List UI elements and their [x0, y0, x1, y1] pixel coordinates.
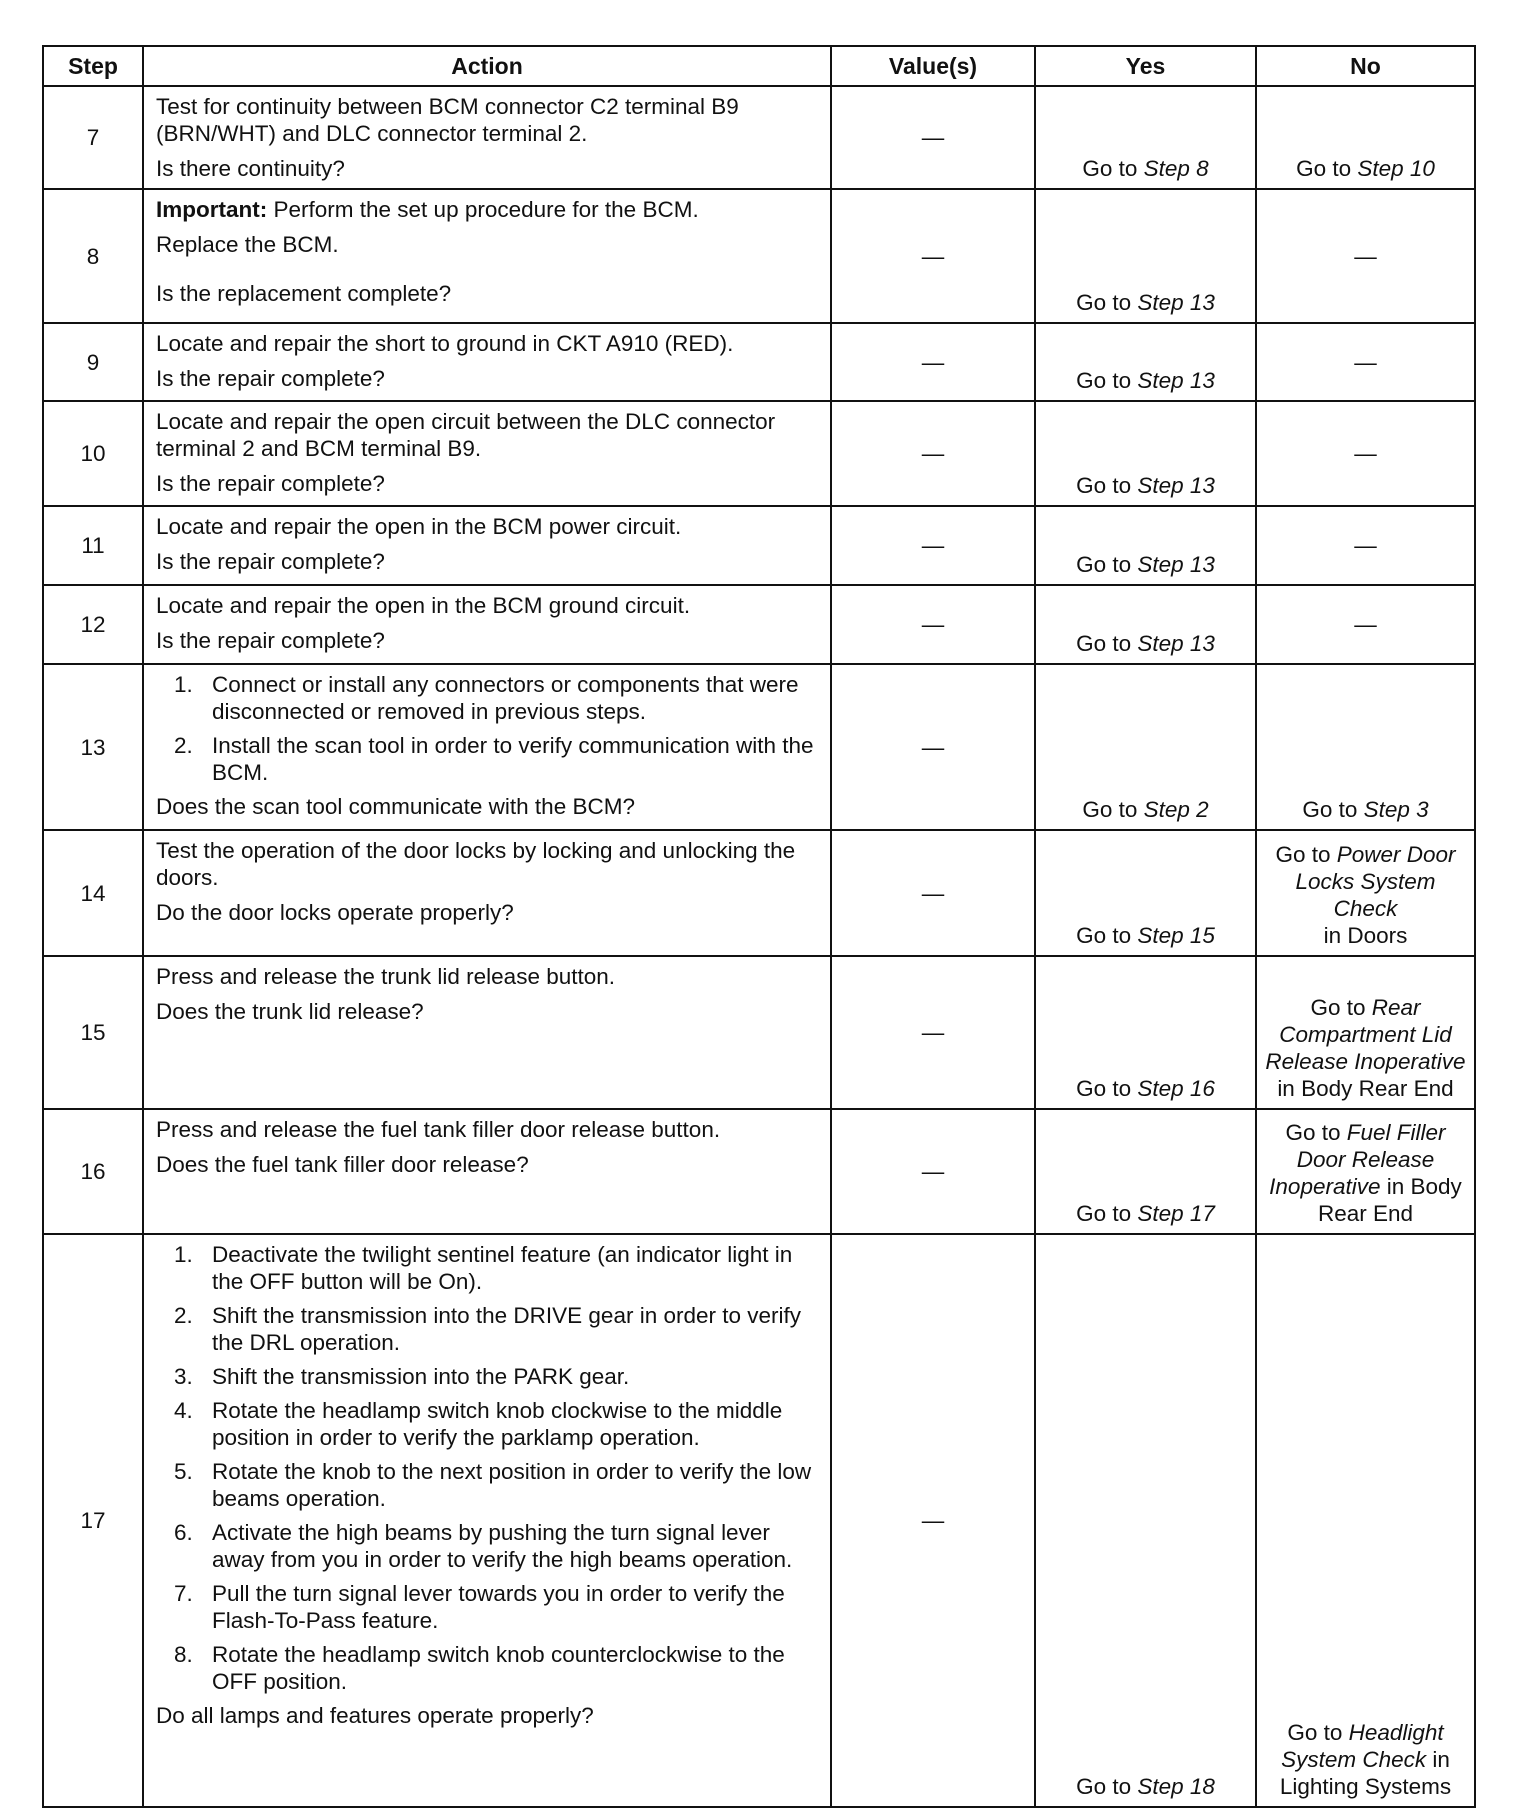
question-text: Is the replacement complete? — [156, 281, 452, 306]
step-number: 13 — [43, 664, 143, 830]
action-cell — [143, 1234, 831, 1807]
table-row — [43, 323, 1475, 401]
step-number: 7 — [43, 86, 143, 189]
yes-cell — [1035, 323, 1256, 401]
important-label: Important: — [156, 197, 268, 222]
go-to-label: Go to — [1076, 552, 1132, 577]
no-dash: — — [1256, 506, 1475, 585]
step-number: 10 — [43, 401, 143, 506]
go-to-label: Go to — [1076, 368, 1132, 393]
go-to-label: Go to — [1310, 995, 1366, 1020]
no-cell — [1256, 1109, 1475, 1234]
no-cell — [1256, 664, 1475, 830]
go-to-label: Go to — [1082, 156, 1138, 181]
header-values: Value(s) — [831, 46, 1035, 86]
action-cell — [143, 956, 831, 1109]
list-text: Connect or install any connectors or components that were disconnected or removed in previous steps. — [212, 672, 799, 724]
yes-step-link: Step 13 — [1137, 290, 1215, 315]
yes-step-link: Step 13 — [1137, 368, 1215, 393]
table-row — [43, 585, 1475, 664]
no-dash: — — [1256, 323, 1475, 401]
value-dash: — — [831, 1234, 1035, 1807]
go-to-label: Go to — [1076, 1774, 1132, 1799]
table-row — [43, 189, 1475, 323]
list-item — [156, 1641, 820, 1695]
table-row — [43, 86, 1475, 189]
no-reference-link: Power Door Locks System Check — [1295, 842, 1456, 921]
value-dash: — — [831, 585, 1035, 664]
numbered-list — [156, 671, 820, 786]
list-item — [156, 1397, 820, 1451]
list-item — [156, 1241, 820, 1295]
yes-step-link: Step 15 — [1137, 923, 1215, 948]
list-number: 3. — [174, 1364, 193, 1389]
yes-step-link: Step 13 — [1137, 552, 1215, 577]
no-reference-suffix: in Body Rear End — [1317, 1174, 1462, 1226]
question-text: Is the repair complete? — [156, 471, 385, 496]
list-number: 2. — [174, 733, 193, 758]
table-row — [43, 830, 1475, 956]
question-text: Do all lamps and features operate properly? — [156, 1703, 594, 1728]
question-text: Is the repair complete? — [156, 549, 385, 574]
numbered-list — [156, 1241, 820, 1695]
list-number: 8. — [174, 1642, 193, 1667]
action-text: Test for continuity between BCM connector C2 terminal B9 (BRN/WHT) and DLC connector terminal 2. — [156, 94, 739, 146]
list-text: Shift the transmission into the DRIVE gear in order to verify the DRL operation. — [212, 1303, 802, 1355]
value-dash: — — [831, 956, 1035, 1109]
header-no: No — [1256, 46, 1475, 86]
action-cell — [143, 86, 831, 189]
action-text: Locate and repair the open in the BCM power circuit. — [156, 514, 682, 539]
action-text: Locate and repair the open circuit between the DLC connector terminal 2 and BCM terminal B9. — [156, 409, 776, 461]
table-row — [43, 1234, 1475, 1807]
list-number: 5. — [174, 1459, 193, 1484]
list-item — [156, 1363, 820, 1390]
action-text: Replace the BCM. — [156, 232, 339, 257]
list-text: Rotate the knob to the next position in order to verify the low beams operation. — [212, 1459, 812, 1511]
table-row — [43, 956, 1475, 1109]
yes-step-link: Step 13 — [1137, 473, 1215, 498]
no-step-link: Step 10 — [1357, 156, 1435, 181]
yes-cell — [1035, 401, 1256, 506]
yes-step-link: Step 17 — [1137, 1201, 1215, 1226]
list-text: Pull the turn signal lever towards you in order to verify the Flash-To-Pass feature. — [212, 1581, 785, 1633]
action-cell — [143, 323, 831, 401]
list-item — [156, 1580, 820, 1634]
no-reference-link: Headlight System Check — [1281, 1720, 1444, 1772]
no-cell — [1256, 956, 1475, 1109]
yes-step-link: Step 8 — [1143, 156, 1209, 181]
no-reference-link: Rear Compartment Lid Release Inoperative — [1265, 995, 1466, 1074]
action-cell — [143, 401, 831, 506]
action-text: Locate and repair the short to ground in CKT A910 (RED). — [156, 331, 734, 356]
table-header-row — [43, 46, 1475, 86]
list-text: Activate the high beams by pushing the turn signal lever away from you in order to verify the high beams operation. — [212, 1520, 793, 1572]
header-yes: Yes — [1035, 46, 1256, 86]
list-number: 1. — [174, 672, 193, 697]
action-cell — [143, 506, 831, 585]
step-number: 17 — [43, 1234, 143, 1807]
go-to-label: Go to — [1076, 631, 1132, 656]
action-text: Test the operation of the door locks by locking and unlocking the doors. — [156, 838, 796, 890]
yes-step-link: Step 16 — [1137, 1076, 1215, 1101]
action-cell — [143, 830, 831, 956]
yes-cell — [1035, 1234, 1256, 1807]
no-reference-suffix: in Body Rear End — [1277, 1076, 1454, 1101]
go-to-label: Go to — [1302, 797, 1358, 822]
action-text: Press and release the fuel tank filler door release button. — [156, 1117, 721, 1142]
value-dash: — — [831, 506, 1035, 585]
yes-step-link: Step 18 — [1137, 1774, 1215, 1799]
list-number: 2. — [174, 1303, 193, 1328]
yes-step-link: Step 13 — [1137, 631, 1215, 656]
question-text: Does the fuel tank filler door release? — [156, 1152, 529, 1177]
no-reference-suffix: in Lighting Systems — [1279, 1747, 1452, 1799]
go-to-label: Go to — [1296, 156, 1352, 181]
yes-cell — [1035, 86, 1256, 189]
list-number: 1. — [174, 1242, 193, 1267]
list-item — [156, 1458, 820, 1512]
value-dash: — — [831, 401, 1035, 506]
step-number: 12 — [43, 585, 143, 664]
value-dash: — — [831, 1109, 1035, 1234]
step-number: 15 — [43, 956, 143, 1109]
value-dash: — — [831, 664, 1035, 830]
question-text: Do the door locks operate properly? — [156, 900, 514, 925]
table-row — [43, 664, 1475, 830]
list-item — [156, 671, 820, 725]
no-cell — [1256, 1234, 1475, 1807]
table-row — [43, 1109, 1475, 1234]
step-number: 11 — [43, 506, 143, 585]
yes-cell — [1035, 506, 1256, 585]
yes-cell — [1035, 189, 1256, 323]
action-cell — [143, 1109, 831, 1234]
table-row — [43, 401, 1475, 506]
no-cell — [1256, 830, 1475, 956]
go-to-label: Go to — [1076, 1076, 1132, 1101]
action-cell — [143, 664, 831, 830]
list-item — [156, 1302, 820, 1356]
yes-cell — [1035, 664, 1256, 830]
step-number: 9 — [43, 323, 143, 401]
list-text: Rotate the headlamp switch knob counterclockwise to the OFF position. — [212, 1642, 785, 1694]
go-to-label: Go to — [1082, 797, 1138, 822]
step-number: 16 — [43, 1109, 143, 1234]
action-text: Press and release the trunk lid release button. — [156, 964, 616, 989]
list-text: Install the scan tool in order to verify communication with the BCM. — [212, 733, 814, 785]
no-dash: — — [1256, 401, 1475, 506]
go-to-label: Go to — [1285, 1120, 1341, 1145]
step-number: 8 — [43, 189, 143, 323]
go-to-label: Go to — [1076, 473, 1132, 498]
list-text: Shift the transmission into the PARK gear. — [212, 1364, 630, 1389]
important-text: Perform the set up procedure for the BCM. — [267, 197, 699, 222]
yes-cell — [1035, 956, 1256, 1109]
diagnostic-table — [42, 45, 1476, 1808]
go-to-label: Go to — [1076, 1201, 1132, 1226]
yes-cell — [1035, 830, 1256, 956]
no-dash: — — [1256, 585, 1475, 664]
list-number: 6. — [174, 1520, 193, 1545]
list-number: 4. — [174, 1398, 193, 1423]
list-item — [156, 732, 820, 786]
action-cell — [143, 585, 831, 664]
value-dash: — — [831, 323, 1035, 401]
question-text: Is there continuity? — [156, 156, 345, 181]
no-reference-suffix: in Doors — [1323, 923, 1408, 948]
table-row — [43, 506, 1475, 585]
list-text: Rotate the headlamp switch knob clockwise to the middle position in order to verify the parklamp operation. — [212, 1398, 783, 1450]
value-dash: — — [831, 830, 1035, 956]
question-text: Is the repair complete? — [156, 628, 385, 653]
action-cell — [143, 189, 831, 323]
go-to-label: Go to — [1076, 290, 1132, 315]
no-cell — [1256, 86, 1475, 189]
yes-cell — [1035, 585, 1256, 664]
no-dash: — — [1256, 189, 1475, 323]
important-note — [156, 196, 820, 223]
step-number: 14 — [43, 830, 143, 956]
action-text: Locate and repair the open in the BCM ground circuit. — [156, 593, 691, 618]
list-text: Deactivate the twilight sentinel feature (an indicator light in the OFF button will be On). — [212, 1242, 793, 1294]
list-number: 7. — [174, 1581, 193, 1606]
yes-cell — [1035, 1109, 1256, 1234]
header-action: Action — [143, 46, 831, 86]
header-step: Step — [43, 46, 143, 86]
question-text: Does the trunk lid release? — [156, 999, 424, 1024]
go-to-label: Go to — [1275, 842, 1331, 867]
no-step-link: Step 3 — [1363, 797, 1429, 822]
list-item — [156, 1519, 820, 1573]
no-reference-link: Fuel Filler Door Release Inoperative — [1269, 1120, 1446, 1199]
yes-step-link: Step 2 — [1143, 797, 1209, 822]
value-dash: — — [831, 86, 1035, 189]
go-to-label: Go to — [1287, 1720, 1343, 1745]
value-dash: — — [831, 189, 1035, 323]
question-text: Is the repair complete? — [156, 366, 385, 391]
question-text: Does the scan tool communicate with the BCM? — [156, 794, 635, 819]
go-to-label: Go to — [1076, 923, 1132, 948]
